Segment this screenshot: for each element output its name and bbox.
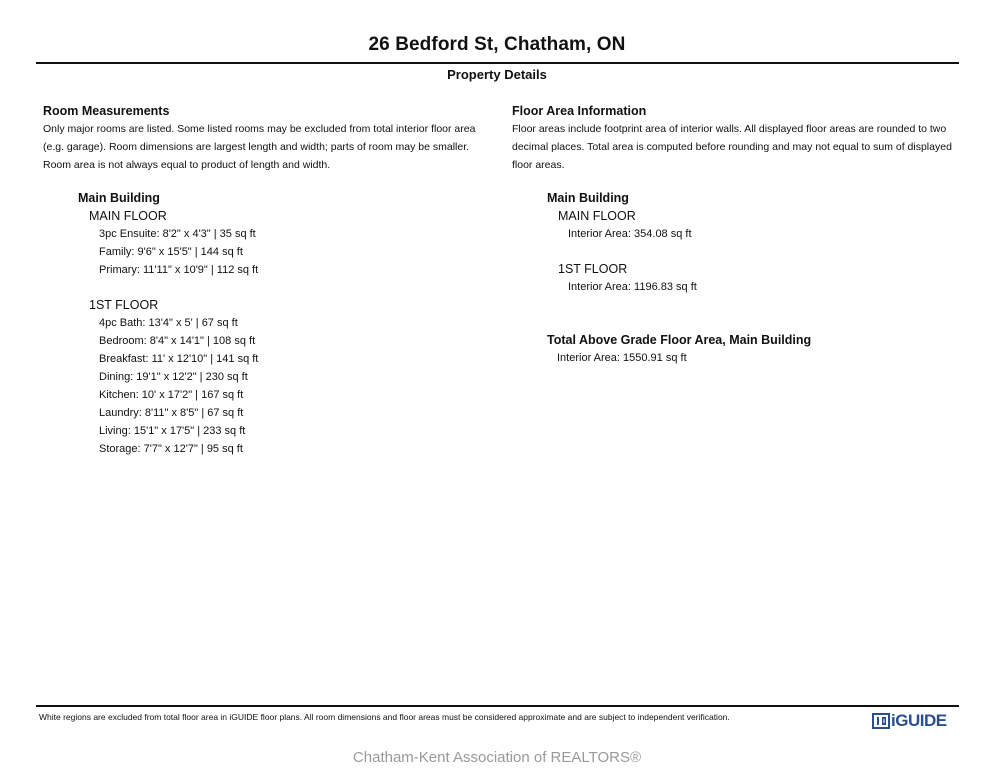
room-item: Primary: 11'11" x 10'9" | 112 sq ft [99, 264, 259, 276]
footer-divider [36, 705, 959, 707]
room-measurements-description [43, 120, 493, 174]
total-area-block [547, 331, 964, 367]
room-item: Bedroom: 8'4" x 14'1" | 108 sq ft [99, 335, 256, 347]
page-subtitle: Property Details [447, 67, 547, 82]
total-area-heading: Total Above Grade Floor Area, Main Building [547, 333, 812, 347]
room-measurements-heading: Room Measurements [43, 104, 170, 118]
description-line: decimal places. Total area is computed before rounding and may not equal to sum of displayed [512, 141, 952, 153]
description-line: Only major rooms are listed. Some listed rooms may be excluded from total interior floor area [43, 123, 476, 135]
title-divider [36, 62, 959, 64]
description-line: (e.g. garage). Room dimensions are largest length and width; parts of room may be smaller. [43, 141, 470, 153]
building-name: Main Building [78, 191, 160, 205]
area-floor-main [558, 207, 964, 243]
floor-area-description [512, 120, 964, 174]
floor-block-main [89, 207, 493, 279]
description-line: Floor areas include footprint area of interior walls. All displayed floor areas are rounded to two [512, 123, 947, 135]
room-item: 3pc Ensuite: 8'2" x 4'3" | 35 sq ft [99, 228, 256, 240]
description-line: floor areas. [512, 159, 565, 171]
room-building-block [78, 189, 493, 458]
floor-area-heading: Floor Area Information [512, 104, 647, 118]
iguide-logo-text: iGUIDE [891, 711, 947, 730]
watermark: Chatham-Kent Association of REALTORS® [352, 749, 642, 766]
floor-name: MAIN FLOOR [89, 209, 167, 223]
floor-area-section [512, 104, 964, 367]
room-item: Breakfast: 11' x 12'10" | 141 sq ft [99, 353, 259, 365]
room-item: 4pc Bath: 13'4" x 5' | 67 sq ft [99, 317, 238, 329]
floor-name: 1ST FLOOR [89, 298, 159, 312]
room-item: Family: 9'6" x 15'5" | 144 sq ft [99, 246, 243, 258]
room-list [99, 314, 493, 458]
interior-area: Interior Area: 354.08 sq ft [568, 228, 692, 240]
area-floor-1st [558, 260, 964, 296]
building-name: Main Building [547, 191, 629, 205]
room-item: Kitchen: 10' x 17'2" | 167 sq ft [99, 389, 244, 401]
footer-disclaimer: White regions are excluded from total floor area in iGUIDE floor plans. All room dimensions and floor areas must be considered approximate and are subject to independent verification. [39, 712, 730, 722]
interior-area: Interior Area: 1196.83 sq ft [568, 281, 697, 293]
floor-name: 1ST FLOOR [558, 262, 628, 276]
room-item: Laundry: 8'11" x 8'5" | 67 sq ft [99, 407, 244, 419]
room-list [99, 225, 493, 279]
room-item: Living: 15'1" x 17'5" | 233 sq ft [99, 425, 246, 437]
floor-block-1st [89, 296, 493, 458]
description-line: Room area is not always equal to product of length and width. [43, 159, 331, 171]
room-item: Storage: 7'7" x 12'7" | 95 sq ft [99, 443, 243, 455]
floor-name: MAIN FLOOR [558, 209, 636, 223]
total-interior-area: Interior Area: 1550.91 sq ft [557, 352, 687, 364]
page-title: 26 Bedford St, Chatham, ON [368, 34, 626, 55]
room-item: Dining: 19'1" x 12'2" | 230 sq ft [99, 371, 248, 383]
iguide-logo [872, 710, 947, 732]
area-building-block [547, 189, 964, 367]
room-measurements-section [43, 104, 493, 458]
iguide-logo-icon [872, 713, 890, 729]
